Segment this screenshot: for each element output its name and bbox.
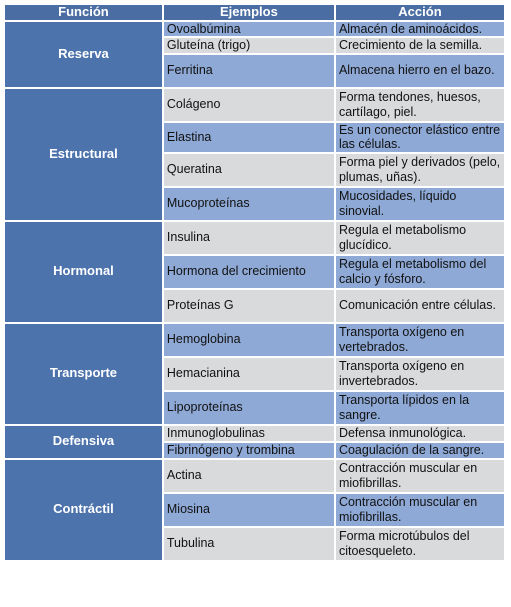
header-accion: Acción	[336, 5, 504, 20]
header-funcion: Función	[5, 5, 162, 20]
action-cell: Mucosidades, líquido sinovial.	[336, 188, 504, 220]
action-cell: Almacén de aminoácidos.	[336, 22, 504, 37]
action-cell: Forma piel y derivados (pelo, plumas, uñas).	[336, 154, 504, 186]
example-cell: Actina	[164, 460, 334, 492]
example-cell: Miosina	[164, 494, 334, 526]
example-cell: Proteínas G	[164, 290, 334, 322]
action-cell: Defensa inmunológica.	[336, 426, 504, 441]
action-cell: Coagulación de la sangre.	[336, 443, 504, 458]
example-cell: Fibrinógeno y trombina	[164, 443, 334, 458]
action-cell: Regula el metabolismo glucídico.	[336, 222, 504, 254]
example-cell: Lipoproteínas	[164, 392, 334, 424]
example-cell: Ovoalbúmina	[164, 22, 334, 37]
action-cell: Regula el metabolismo del calcio y fósforo.	[336, 256, 504, 288]
table-row	[5, 460, 504, 492]
action-cell: Almacena hierro en el bazo.	[336, 55, 504, 87]
table-row	[5, 324, 504, 356]
example-cell: Insulina	[164, 222, 334, 254]
header-ejemplos: Ejemplos	[164, 5, 334, 20]
table-row	[5, 222, 504, 254]
table-row	[5, 426, 504, 441]
example-cell: Colágeno	[164, 89, 334, 121]
action-cell: Forma microtúbulos del citoesqueleto.	[336, 528, 504, 560]
function-cell-reserva: Reserva	[5, 22, 162, 87]
action-cell: Transporta oxígeno en vertebrados.	[336, 324, 504, 356]
action-cell: Comunicación entre células.	[336, 290, 504, 322]
table-row	[5, 22, 504, 37]
example-cell: Hormona del crecimiento	[164, 256, 334, 288]
header-row	[5, 5, 504, 20]
function-cell-contractil: Contráctil	[5, 460, 162, 560]
action-cell: Contracción muscular en miofibrillas.	[336, 460, 504, 492]
action-cell: Transporta lípidos en la sangre.	[336, 392, 504, 424]
action-cell: Crecimiento de la semilla.	[336, 38, 504, 53]
table-row	[5, 89, 504, 121]
example-cell: Tubulina	[164, 528, 334, 560]
example-cell: Gluteína (trigo)	[164, 38, 334, 53]
protein-functions-table	[3, 3, 506, 562]
action-cell: Contracción muscular en miofibrillas.	[336, 494, 504, 526]
example-cell: Hemacianina	[164, 358, 334, 390]
example-cell: Elastina	[164, 123, 334, 152]
example-cell: Ferritina	[164, 55, 334, 87]
function-cell-hormonal: Hormonal	[5, 222, 162, 322]
example-cell: Queratina	[164, 154, 334, 186]
function-cell-defensiva: Defensiva	[5, 426, 162, 458]
action-cell: Transporta oxígeno en invertebrados.	[336, 358, 504, 390]
example-cell: Hemoglobina	[164, 324, 334, 356]
action-cell: Forma tendones, huesos, cartílago, piel.	[336, 89, 504, 121]
example-cell: Inmunoglobulinas	[164, 426, 334, 441]
example-cell: Mucoproteínas	[164, 188, 334, 220]
function-cell-estructural: Estructural	[5, 89, 162, 220]
function-cell-transporte: Transporte	[5, 324, 162, 424]
action-cell: Es un conector elástico entre las células.	[336, 123, 504, 152]
